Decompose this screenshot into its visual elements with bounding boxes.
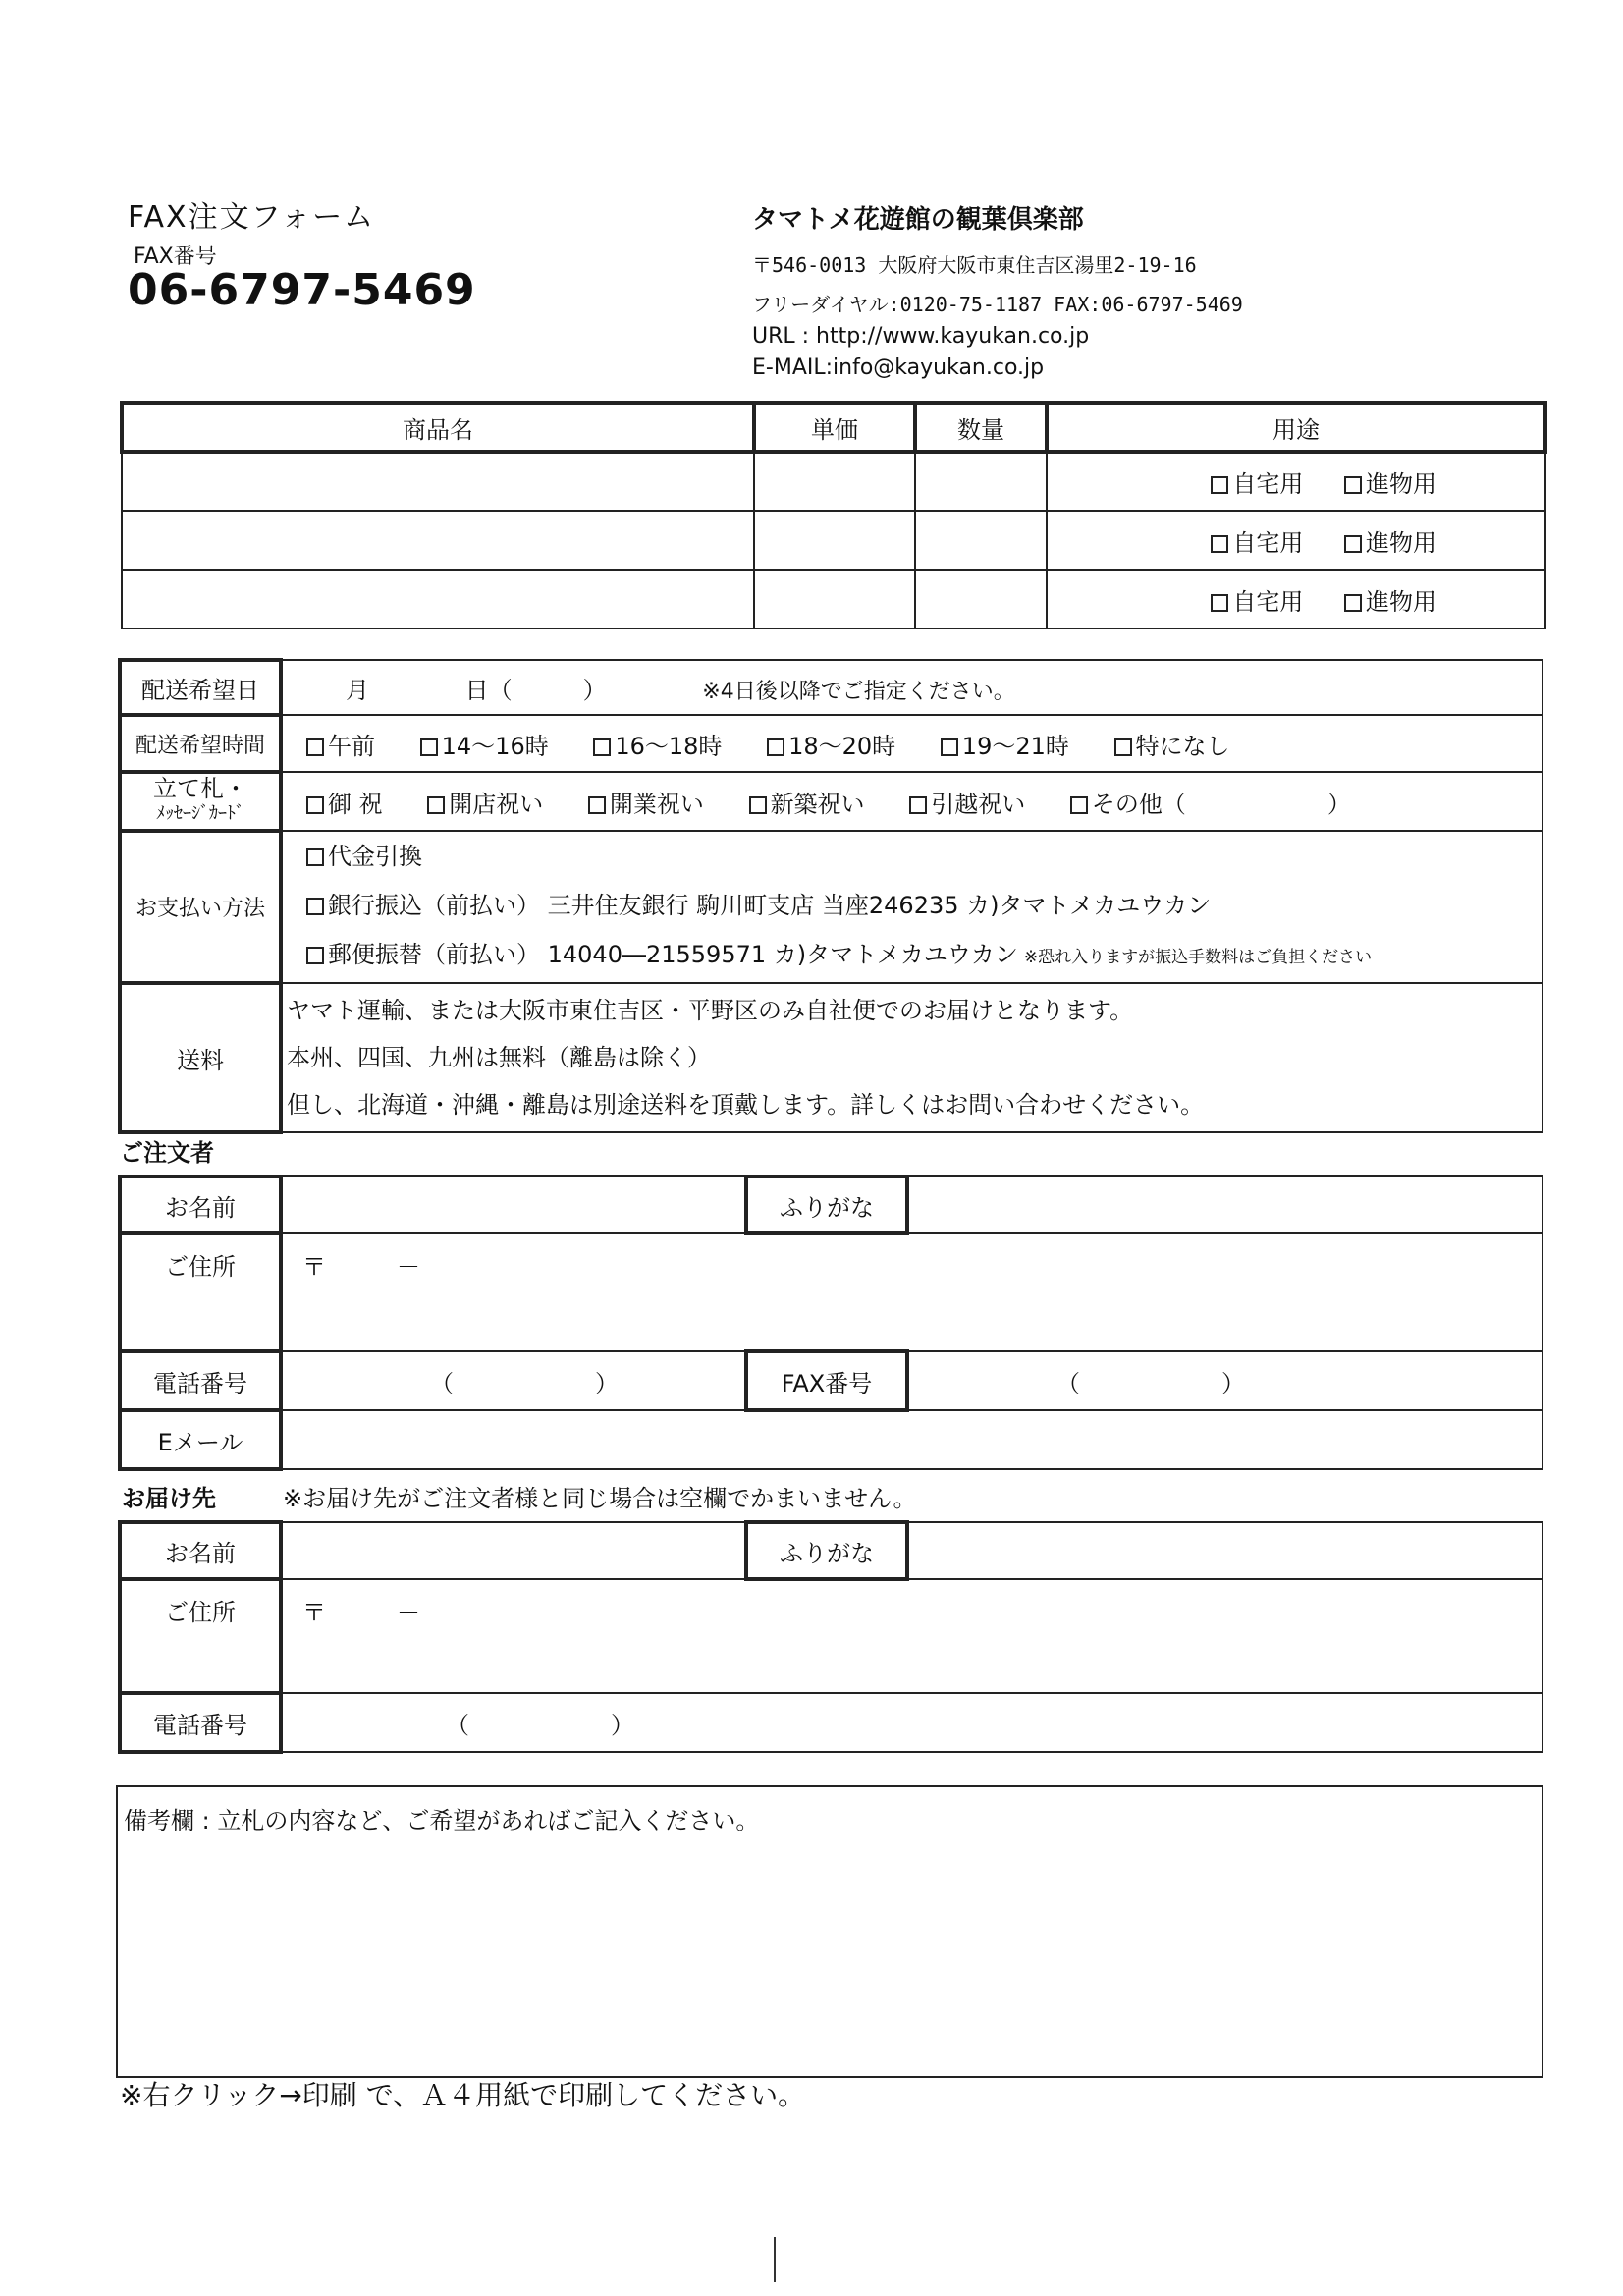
fax-label: FAX番号 — [134, 245, 217, 269]
usage-home-checkbox[interactable]: 自宅用 — [1211, 529, 1303, 557]
center-fold-mark — [774, 2237, 776, 2282]
usage-cell — [1047, 452, 1545, 511]
recipient-section-title: お届け先 — [122, 1485, 216, 1512]
quantity-cell[interactable] — [915, 511, 1047, 570]
recipient-table — [118, 1520, 1543, 1754]
phone-paren: （ ） — [446, 1711, 634, 1739]
remarks-field[interactable] — [117, 1786, 1542, 2077]
recipient-phone-field[interactable] — [281, 1693, 1542, 1752]
time-option[interactable]: 14～16時 — [420, 733, 549, 760]
checkbox-icon — [1344, 594, 1362, 612]
checkbox-icon — [767, 738, 784, 756]
checkbox-icon — [1211, 594, 1228, 612]
payment-cod-option[interactable]: 代金引換 — [306, 832, 1542, 881]
checkbox-icon — [749, 796, 767, 814]
checkbox-icon — [1070, 796, 1088, 814]
orderer-fax-field[interactable] — [907, 1351, 1542, 1410]
recipient-address-label: ご住所 — [120, 1579, 281, 1693]
time-option[interactable]: 19～21時 — [941, 733, 1069, 760]
card-option[interactable]: 開店祝い — [427, 791, 543, 818]
quantity-cell[interactable] — [915, 570, 1047, 629]
checkbox-icon — [306, 898, 324, 915]
orderer-fax-label: FAX番号 — [746, 1351, 907, 1410]
recipient-address-field[interactable] — [281, 1579, 1542, 1693]
time-option[interactable]: 特になし — [1114, 733, 1230, 760]
card-options-cell — [281, 772, 1542, 831]
company-phone: フリーダイヤル:0120-75-1187 FAX:06-6797-5469 — [752, 293, 1243, 316]
orderer-name-field[interactable] — [281, 1176, 746, 1233]
recipient-phone-label: 電話番号 — [120, 1693, 281, 1752]
payment-bank-option[interactable]: 銀行振込（前払い） 三井住友銀行 駒川町支店 当座246235 カ)タマトメカユウカン — [306, 881, 1542, 930]
delivery-table — [118, 658, 1543, 1134]
usage-gift-checkbox[interactable]: 進物用 — [1344, 470, 1436, 498]
card-label — [120, 772, 281, 831]
price-cell[interactable] — [754, 511, 915, 570]
checkbox-icon — [427, 796, 445, 814]
card-option[interactable]: その他（ ） — [1070, 791, 1351, 818]
date-note: ※4日後以降でご指定ください。 — [702, 679, 1015, 704]
orderer-address-field[interactable] — [281, 1233, 1542, 1351]
checkbox-icon — [306, 738, 324, 756]
usage-gift-checkbox[interactable]: 進物用 — [1344, 588, 1436, 616]
orderer-phone-label: 電話番号 — [120, 1351, 281, 1410]
delivery-date-cell[interactable] — [281, 660, 1542, 715]
time-option[interactable]: 16～18時 — [593, 733, 722, 760]
company-url[interactable]: URL : http://www.kayukan.co.jp — [752, 324, 1090, 349]
recipient-name-field[interactable] — [281, 1522, 746, 1579]
recipient-furigana-label: ふりがな — [746, 1522, 907, 1579]
payment-postal-option[interactable]: 郵便振替（前払い） 14040―21559571 カ)タマトメカユウカン ※恐れ入りますが振込手数料はご負担ください — [306, 930, 1542, 982]
card-option[interactable]: 新築祝い — [749, 791, 865, 818]
product-cell[interactable] — [122, 570, 754, 629]
usage-cell — [1047, 511, 1545, 570]
usage-gift-checkbox[interactable]: 進物用 — [1344, 529, 1436, 557]
orderer-email-label: Eメール — [120, 1410, 281, 1469]
checkbox-icon — [1211, 535, 1228, 553]
checkbox-icon — [1344, 476, 1362, 494]
recipient-name-label: お名前 — [120, 1522, 281, 1579]
postal-mark: 〒 － — [302, 1599, 420, 1626]
payment-label: お支払い方法 — [120, 831, 281, 983]
postal-mark: 〒 － — [302, 1253, 420, 1281]
payment-cell — [281, 831, 1542, 983]
order-row — [122, 511, 1545, 570]
card-label-line2: ﾒｯｾｰｼﾞｶｰﾄﾞ — [156, 803, 244, 824]
recipient-furigana-field[interactable] — [907, 1522, 1542, 1579]
checkbox-icon — [1114, 738, 1132, 756]
payment-fee-note: ※恐れ入りますが振込手数料はご負担ください — [1023, 948, 1373, 967]
order-row — [122, 452, 1545, 511]
checkbox-icon — [306, 848, 324, 866]
orderer-phone-field[interactable] — [281, 1351, 746, 1410]
header-product: 商品名 — [122, 403, 754, 452]
price-cell[interactable] — [754, 570, 915, 629]
remarks-label: 備考欄 : 立札の内容など、ご希望があればご記入ください。 — [124, 1807, 760, 1834]
checkbox-icon — [306, 947, 324, 964]
fax-paren: （ ） — [1056, 1369, 1245, 1397]
orderer-section-title: ご注文者 — [120, 1139, 214, 1167]
shipping-line: 但し、北海道・沖縄・離島は別途送料を頂戴します。詳しくはお問い合わせください。 — [287, 1091, 1205, 1119]
usage-home-checkbox[interactable]: 自宅用 — [1211, 588, 1303, 616]
header-usage: 用途 — [1047, 403, 1545, 452]
order-table — [120, 401, 1547, 629]
checkbox-icon — [1211, 476, 1228, 494]
card-option[interactable]: 御 祝 — [306, 791, 383, 818]
price-cell[interactable] — [754, 452, 915, 511]
orderer-furigana-label: ふりがな — [746, 1176, 907, 1233]
card-label-line1: 立て札・ — [153, 775, 247, 802]
date-day: 日（ ） — [464, 676, 607, 704]
orderer-address-label: ご住所 — [120, 1233, 281, 1351]
company-email[interactable]: E-MAIL:info@kayukan.co.jp — [752, 355, 1045, 380]
checkbox-icon — [1344, 535, 1362, 553]
date-month: 月 — [346, 676, 369, 704]
checkbox-icon — [593, 738, 611, 756]
time-option[interactable]: 18～20時 — [767, 733, 895, 760]
orderer-table — [118, 1175, 1543, 1471]
shipping-line: ヤマト運輸、または大阪市東住吉区・平野区のみ自社便でのお届けとなります。 — [287, 997, 1134, 1024]
checkbox-icon — [588, 796, 606, 814]
quantity-cell[interactable] — [915, 452, 1047, 511]
checkbox-icon — [420, 738, 438, 756]
orderer-email-field[interactable] — [281, 1410, 1542, 1469]
usage-cell — [1047, 570, 1545, 629]
orderer-name-label: お名前 — [120, 1176, 281, 1233]
checkbox-icon — [306, 796, 324, 814]
fax-number: 06-6797-5469 — [128, 265, 476, 315]
shipping-label: 送料 — [120, 983, 281, 1132]
shipping-cell — [281, 983, 1542, 1132]
checkbox-icon — [909, 796, 927, 814]
orderer-furigana-field[interactable] — [907, 1176, 1542, 1233]
usage-home-checkbox[interactable]: 自宅用 — [1211, 470, 1303, 498]
delivery-date-label: 配送希望日 — [120, 660, 281, 715]
order-row — [122, 570, 1545, 629]
delivery-time-cell — [281, 715, 1542, 772]
shipping-line: 本州、四国、九州は無料（離島は除く） — [287, 1044, 711, 1071]
header-price: 単価 — [754, 403, 915, 452]
company-address: 〒546-0013 大阪府大阪市東住吉区湯里2-19-16 — [752, 253, 1197, 277]
product-cell[interactable] — [122, 511, 754, 570]
checkbox-icon — [941, 738, 958, 756]
recipient-note: ※お届け先がご注文者様と同じ場合は空欄でかまいません。 — [283, 1485, 917, 1512]
company-name: タマトメ花遊館の観葉倶楽部 — [752, 205, 1084, 235]
delivery-time-label: 配送希望時間 — [120, 715, 281, 772]
time-option[interactable]: 午前 — [306, 733, 375, 760]
card-option[interactable]: 引越祝い — [909, 791, 1025, 818]
remarks-table — [116, 1785, 1543, 2078]
form-title: FAX注文フォーム — [128, 200, 376, 235]
print-instruction: ※右クリック→印刷 で、Ａ４用紙で印刷してください。 — [120, 2079, 806, 2111]
product-cell[interactable] — [122, 452, 754, 511]
card-option[interactable]: 開業祝い — [588, 791, 704, 818]
header-quantity: 数量 — [915, 403, 1047, 452]
phone-paren: （ ） — [430, 1369, 619, 1397]
